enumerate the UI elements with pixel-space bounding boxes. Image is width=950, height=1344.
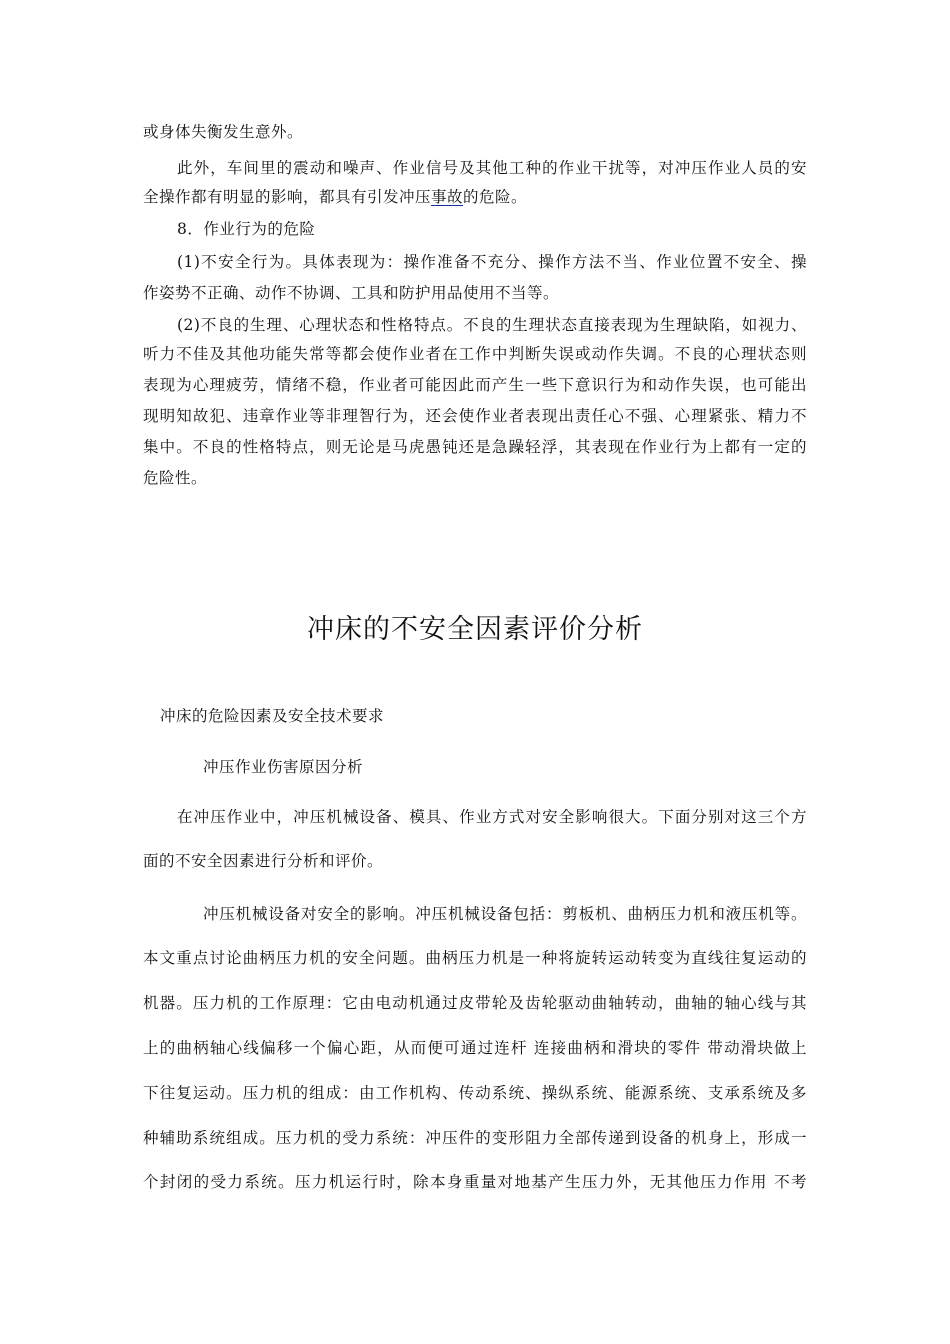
text-line: 听力不佳及其他功能失常等都会使作业者在工作中判断失误或动作失调。不良的心理状态则 xyxy=(143,345,807,363)
text-line xyxy=(143,186,807,208)
text-line: 下往复运动。压力机的组成：由工作机构、传动系统、操纵系统、能源系统、支承系统及多 xyxy=(143,1084,807,1102)
text-line: 面的不安全因素进行分析和评价。 xyxy=(143,852,384,870)
section-heading: 冲床的不安全因素评价分析 xyxy=(307,614,643,645)
section-item-title: 8．作业行为的危险 xyxy=(177,220,316,238)
text-line: 危险性。 xyxy=(143,469,208,487)
text-line: 个封闭的受力系统。压力机运行时，除本身重量对地基产生压力外，无其他压力作用 不考 xyxy=(143,1173,807,1191)
text-line: (2)不良的生理、心理状态和性格特点。不良的生理状态直接表现为生理缺陷，如视力、 xyxy=(177,316,807,334)
subheading: 冲压作业伤害原因分析 xyxy=(203,758,364,776)
text-line: 在冲压作业中，冲压机械设备、模具、作业方式对安全影响很大。下面分别对这三个方 xyxy=(177,808,807,826)
text-line: 现明知故犯、违章作业等非理智行为，还会使作业者表现出责任心不强、心理紧张、精力不 xyxy=(143,407,807,425)
text-line: 冲压机械设备对安全的影响。冲压机械设备包括：剪板机、曲柄压力机和液压机等。 xyxy=(203,905,807,923)
text-segment: 的危险。 xyxy=(463,188,528,206)
text-line: 表现为心理疲劳，情绪不稳，作业者可能因此而产生一些下意识行为和动作失误，也可能出 xyxy=(143,376,807,394)
text-segment: 全操作都有明显的影响，都具有引发冲压 xyxy=(143,188,432,206)
text-line: (1)不安全行为。具体表现为：操作准备不充分、操作方法不当、作业位置不安全、操 xyxy=(177,253,807,271)
text-line: 机器。压力机的工作原理：它由电动机通过皮带轮及齿轮驱动曲轴转动，曲轴的轴心线与其 xyxy=(143,994,807,1012)
text-line: 或身体失衡发生意外。 xyxy=(143,123,304,141)
text-line: 种辅助系统组成。压力机的受力系统：冲压件的变形阻力全部传递到设备的机身上，形成一 xyxy=(143,1129,807,1147)
text-line: 上的曲柄轴心线偏移一个偏心距，从而便可通过连杆 连接曲柄和滑块的零件 带动滑块做上 xyxy=(143,1039,807,1057)
text-line: 作姿势不正确、动作不协调、工具和防护用品使用不当等。 xyxy=(143,284,560,302)
text-line: 集中。不良的性格特点，则无论是马虎愚钝还是急躁轻浮，其表现在作业行为上都有一定的 xyxy=(143,438,807,456)
subheading: 冲床的危险因素及安全技术要求 xyxy=(160,707,385,725)
text-line: 此外，车间里的震动和噪声、作业信号及其他工种的作业干扰等，对冲压作业人员的安 xyxy=(177,159,807,177)
text-line: 本文重点讨论曲柄压力机的安全问题。曲柄压力机是一种将旋转运动转变为直线往复运动的 xyxy=(143,949,807,967)
accident-link[interactable]: 事故 xyxy=(431,188,464,206)
